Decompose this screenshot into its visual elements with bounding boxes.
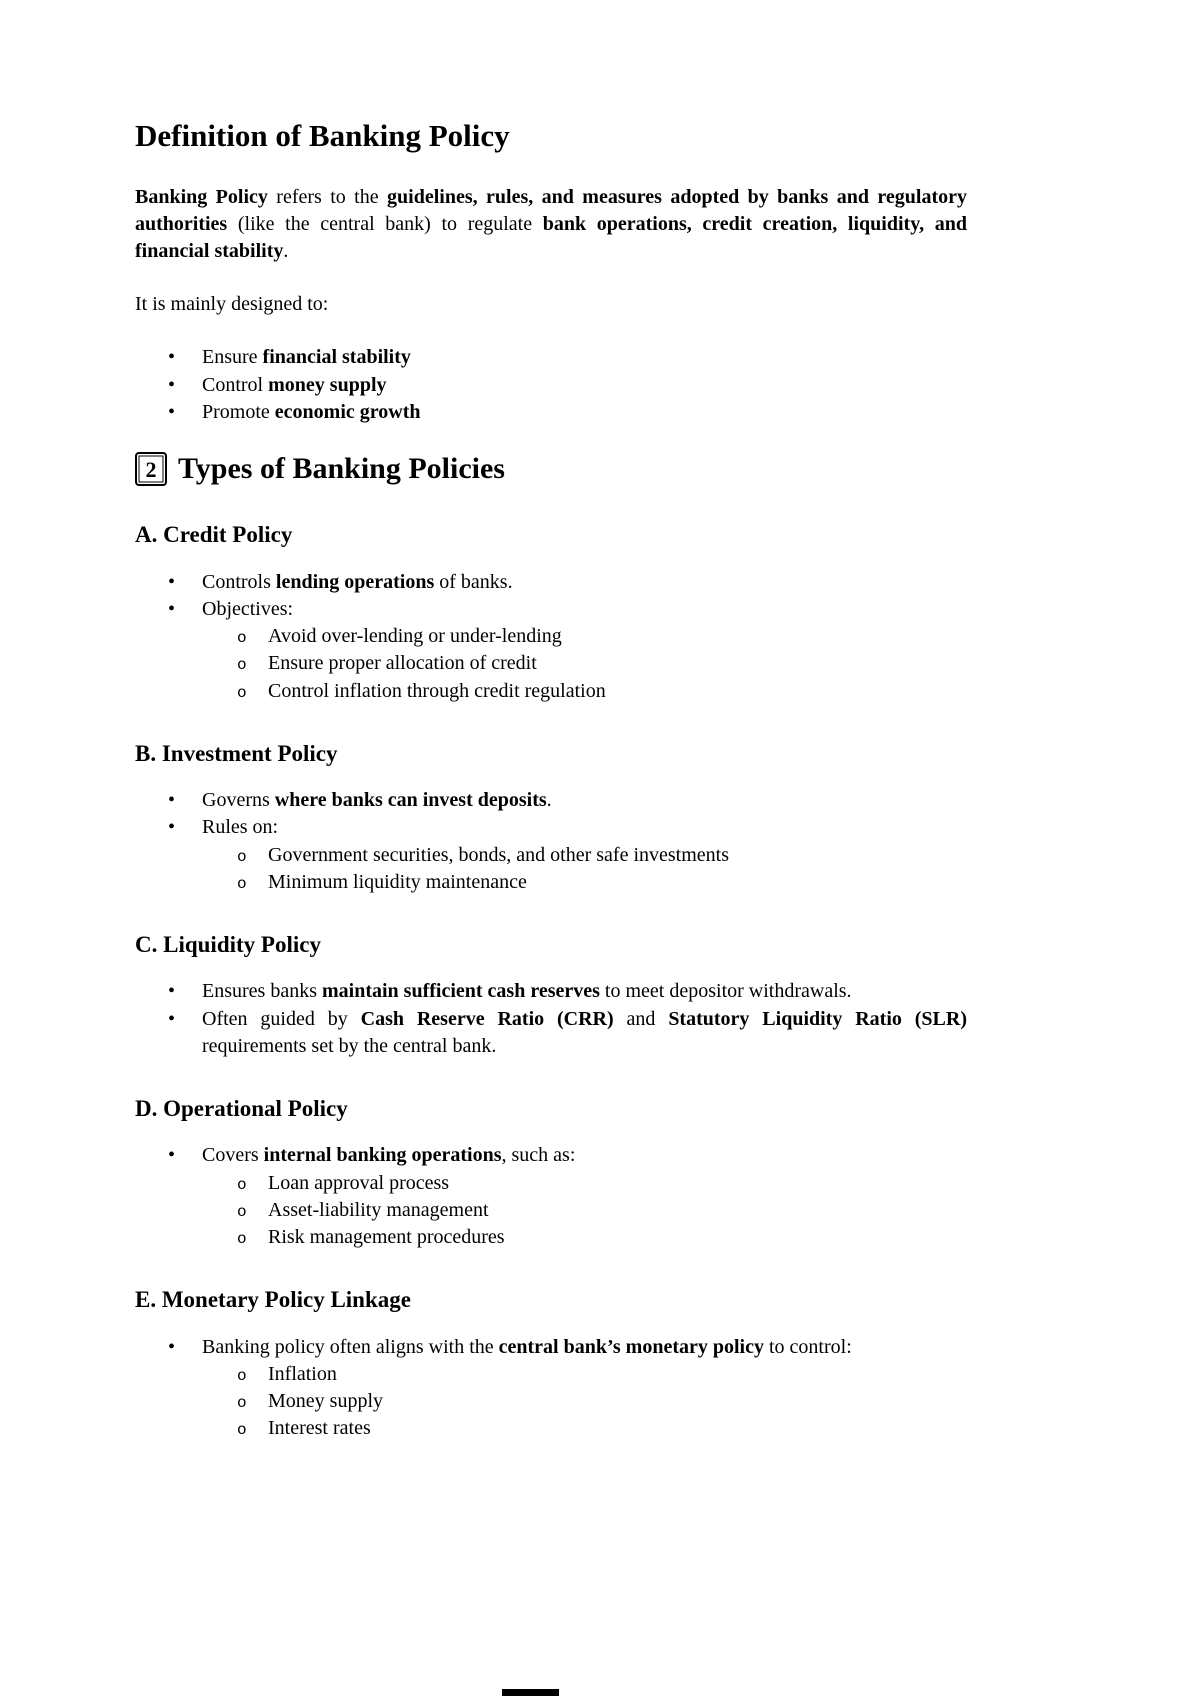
bullet-icon: • xyxy=(168,346,176,369)
list-item xyxy=(135,1334,967,1443)
sub-bullet-icon: o xyxy=(237,1202,247,1221)
bullet-icon: • xyxy=(168,373,176,396)
sub-list-item xyxy=(135,1388,967,1415)
list-item-text: Ensure financial stability xyxy=(202,346,411,369)
sub-bullet-icon: o xyxy=(237,1366,247,1385)
section-heading-types-text: Types of Banking Policies xyxy=(178,451,505,485)
credit-policy-list xyxy=(135,569,967,705)
monetary-policy-linkage-list xyxy=(135,1334,967,1443)
sub-list-item xyxy=(135,1197,967,1224)
sub-list xyxy=(135,623,967,705)
keycap-2-icon: 2 xyxy=(135,452,167,486)
sub-list-item xyxy=(135,678,967,705)
sub-bullet-icon: o xyxy=(237,629,247,648)
designed-lead-text: It is mainly designed to: xyxy=(135,293,329,316)
list-item xyxy=(135,372,967,399)
liquidity-policy-list xyxy=(135,978,967,1060)
designed-to-list xyxy=(135,344,967,426)
list-item-text: Banking policy often aligns with the central bank’s monetary policy to control: xyxy=(202,1335,852,1358)
sub-list-item-text: Asset-liability management xyxy=(268,1198,489,1221)
document-title: Definition of Banking Policy xyxy=(135,118,510,153)
list-item-text: Governs where banks can invest deposits. xyxy=(202,789,552,812)
sub-list-item xyxy=(135,842,967,869)
sub-bullet-icon: o xyxy=(237,656,247,675)
sub-list-item xyxy=(135,1224,967,1251)
list-item-text: Rules on: xyxy=(202,816,279,839)
subsection-heading-liquidity-policy: C. Liquidity Policy xyxy=(135,932,321,958)
list-item-text: Controls lending operations of banks. xyxy=(202,570,513,593)
list-item xyxy=(135,1006,967,1060)
sub-list-item-text: Money supply xyxy=(268,1390,383,1413)
list-item xyxy=(135,569,967,596)
sub-bullet-icon: o xyxy=(237,1394,247,1413)
list-item xyxy=(135,814,967,896)
sub-list-item-text: Risk management procedures xyxy=(268,1226,505,1249)
list-item xyxy=(135,787,967,814)
subsection-heading-credit-policy: A. Credit Policy xyxy=(135,522,293,548)
sub-list-item-text: Ensure proper allocation of credit xyxy=(268,652,537,675)
investment-policy-list xyxy=(135,787,967,896)
sub-list xyxy=(135,842,967,896)
sub-list xyxy=(135,1361,967,1443)
sub-bullet-icon: o xyxy=(237,847,247,866)
bullet-icon: • xyxy=(168,1335,176,1358)
list-item-text: Often guided by Cash Reserve Ratio (CRR) and Statutory Liquidity Ratio (SLR) requirements set by the central bank. xyxy=(202,1007,967,1057)
list-item-text: Promote economic growth xyxy=(202,400,421,423)
sub-list-item xyxy=(135,650,967,677)
section-heading-types xyxy=(135,452,967,487)
bullet-icon: • xyxy=(168,1144,176,1167)
sub-list xyxy=(135,1170,967,1252)
intro-paragraph: Banking Policy refers to the guidelines, rules, and measures adopted by banks and regulatory authorities (like the central bank) to regulate bank operations, credit creation, liquidity, and financial stability. xyxy=(135,185,967,263)
operational-policy-list xyxy=(135,1142,967,1251)
sub-list-item-text: Interest rates xyxy=(268,1417,371,1440)
sub-list-item xyxy=(135,1170,967,1197)
list-item xyxy=(135,344,967,371)
sub-bullet-icon: o xyxy=(237,1230,247,1249)
subsection-heading-monetary-policy-linkage: E. Monetary Policy Linkage xyxy=(135,1287,411,1313)
sub-list-item xyxy=(135,869,967,896)
sub-list-item-text: Inflation xyxy=(268,1362,337,1385)
list-item-text: Covers internal banking operations, such as: xyxy=(202,1144,576,1167)
sub-list-item xyxy=(135,1415,967,1442)
sub-list-item-text: Avoid over-lending or under-lending xyxy=(268,625,562,648)
list-item xyxy=(135,1142,967,1251)
sub-bullet-icon: o xyxy=(237,874,247,893)
sub-list-item xyxy=(135,1361,967,1388)
sub-bullet-icon: o xyxy=(237,683,247,702)
sub-list-item xyxy=(135,623,967,650)
list-item xyxy=(135,399,967,426)
sub-bullet-icon: o xyxy=(237,1175,247,1194)
bullet-icon: • xyxy=(168,400,176,423)
bullet-icon: • xyxy=(168,1007,176,1030)
sub-list-item-text: Control inflation through credit regulation xyxy=(268,679,606,702)
bullet-icon: • xyxy=(168,570,176,593)
list-item xyxy=(135,978,967,1005)
subsection-heading-operational-policy: D. Operational Policy xyxy=(135,1096,348,1122)
bullet-icon: • xyxy=(168,598,176,621)
subsection-heading-investment-policy: B. Investment Policy xyxy=(135,740,338,766)
sub-list-item-text: Minimum liquidity maintenance xyxy=(268,870,527,893)
bullet-icon: • xyxy=(168,980,176,1003)
list-item xyxy=(135,596,967,705)
list-item-text: Objectives: xyxy=(202,598,294,621)
bullet-icon: • xyxy=(168,816,176,839)
page-bottom-cutoff-mark xyxy=(502,1689,559,1696)
list-item-text: Control money supply xyxy=(202,373,387,396)
bullet-icon: • xyxy=(168,789,176,812)
list-item-text: Ensures banks maintain sufficient cash reserves to meet depositor withdrawals. xyxy=(202,980,852,1003)
sub-list-item-text: Government securities, bonds, and other safe investments xyxy=(268,843,729,866)
sub-list-item-text: Loan approval process xyxy=(268,1171,450,1194)
sub-bullet-icon: o xyxy=(237,1421,247,1440)
